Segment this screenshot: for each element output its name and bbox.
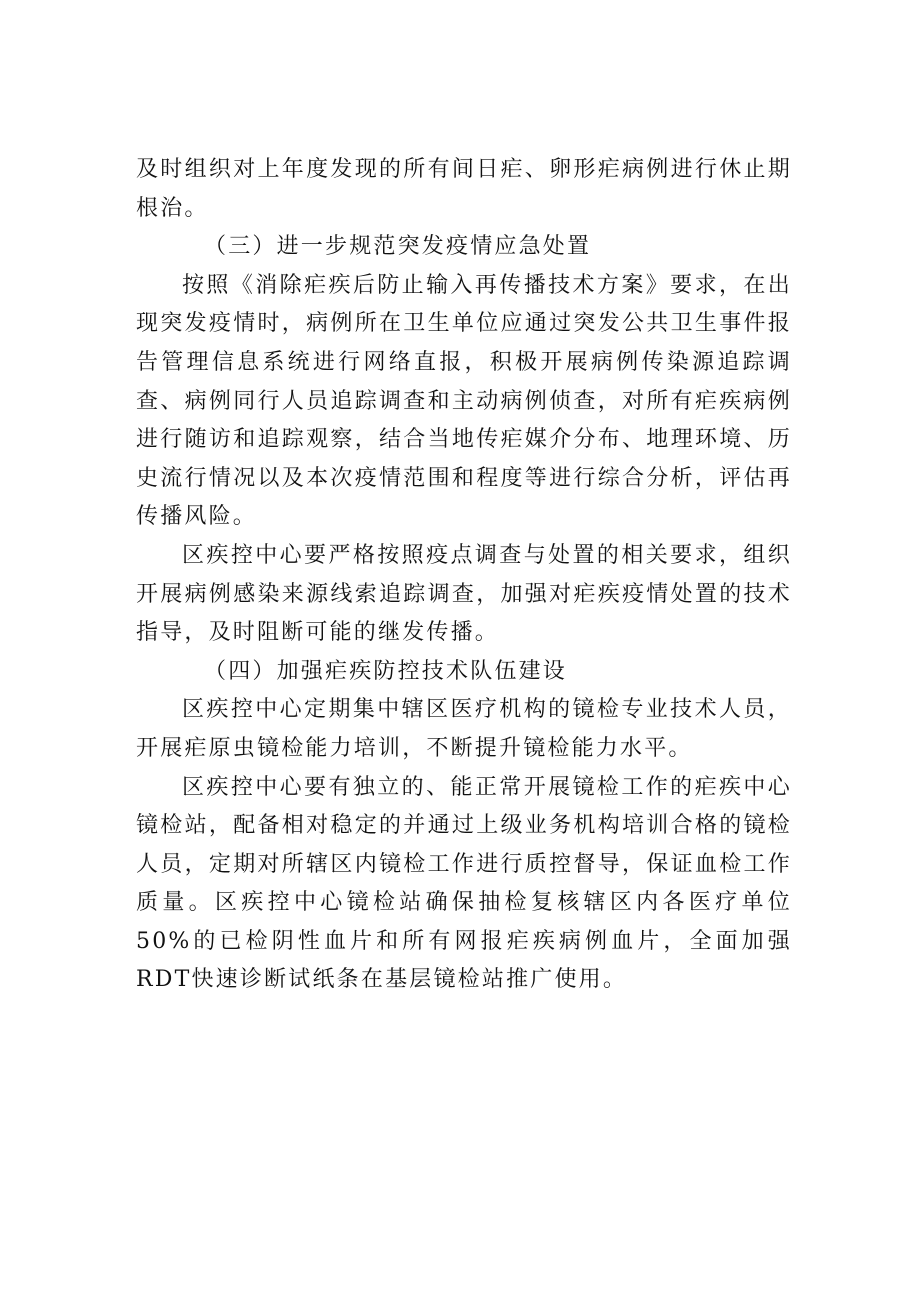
paragraph-emergency-response: 按照《消除疟疾后防止输入再传播技术方案》要求，在出现突发疫情时，病例所在卫生单位应通过突发公共卫生事件报告管理信息系统进行网络直报，积极开展病例传染源追踪调查、病例同行人员追踪调查和主动病例侦查，对所有疟疾病例进行随访和追踪观察，结合当地传疟媒介分布、地理环境、历史流行情况以及本次疫情范围和程度等进行综合分析，评估再传播风险。 [136,272,792,530]
document-page [136,151,792,1000]
paragraph-continuation: 及时组织对上年度发现的所有间日疟、卵形疟病例进行休止期根治。 [136,157,792,221]
paragraph-microscopy-station: 区疾控中心要有独立的、能正常开展镜检工作的疟疾中心镜检站，配备相对稳定的并通过上级业务机构培训合格的镜检人员，定期对所辖区内镜检工作进行质控督导，保证血检工作质量。区疾控中心镜检站确保抽检复核辖区内各医疗单位50%的已检阴性血片和所有网报疟疾病例血片，全面加强RDT快速诊断试纸条在基层镜检站推广使用。 [136,774,792,993]
paragraph-training: 区疾控中心定期集中辖区医疗机构的镜检专业技术人员，开展疟原虫镜检能力培训，不断提升镜检能力水平。 [136,697,792,761]
section-heading-4: （四）加强疟疾防控技术队伍建设 [204,658,568,684]
section-heading-3: （三）进一步规范突发疫情应急处置 [204,234,592,260]
paragraph-cdc-investigation: 区疾控中心要严格按照疫点调查与处置的相关要求，组织开展病例感染来源线索追踪调查，加强对疟疾疫情处置的技术指导，及时阻断可能的继发传播。 [136,542,792,646]
